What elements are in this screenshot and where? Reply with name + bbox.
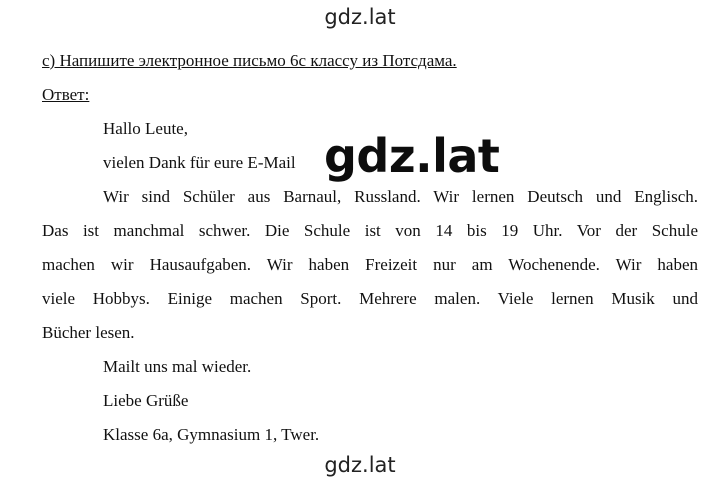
watermark-bottom: gdz.lat — [324, 453, 396, 477]
letter-body-line: viele Hobbys. Einige machen Sport. Mehrere malen. Viele lernen Musik und — [42, 289, 698, 308]
watermark-top: gdz.lat — [324, 5, 396, 29]
letter-body-line: Wir sind Schüler aus Barnaul, Russland. Wir lernen Deutsch und Englisch. — [103, 187, 698, 206]
letter-signature: Klasse 6a, Gymnasium 1, Twer. — [103, 425, 320, 444]
letter-greeting: Hallo Leute, — [103, 119, 188, 138]
letter-body-line: Das ist manchmal schwer. Die Schule ist von 14 bis 19 Uhr. Vor der Schule — [42, 221, 698, 240]
letter-farewell: Liebe Grüße — [103, 391, 189, 410]
letter-closing-request: Mailt uns mal wieder. — [103, 357, 252, 376]
letter-thanks: vielen Dank für eure E-Mail — [103, 153, 296, 172]
answer-label: Ответ: — [42, 85, 90, 104]
letter-body-line: machen wir Hausaufgaben. Wir haben Freizeit nur am Wochenende. Wir haben — [42, 255, 698, 274]
task-heading: c) Напишите электронное письмо 6с классу из Потсдама. — [42, 51, 457, 70]
letter-body-line: Bücher lesen. — [42, 323, 135, 342]
watermark-center: gdz.lat — [324, 129, 500, 183]
document-body — [42, 44, 698, 452]
